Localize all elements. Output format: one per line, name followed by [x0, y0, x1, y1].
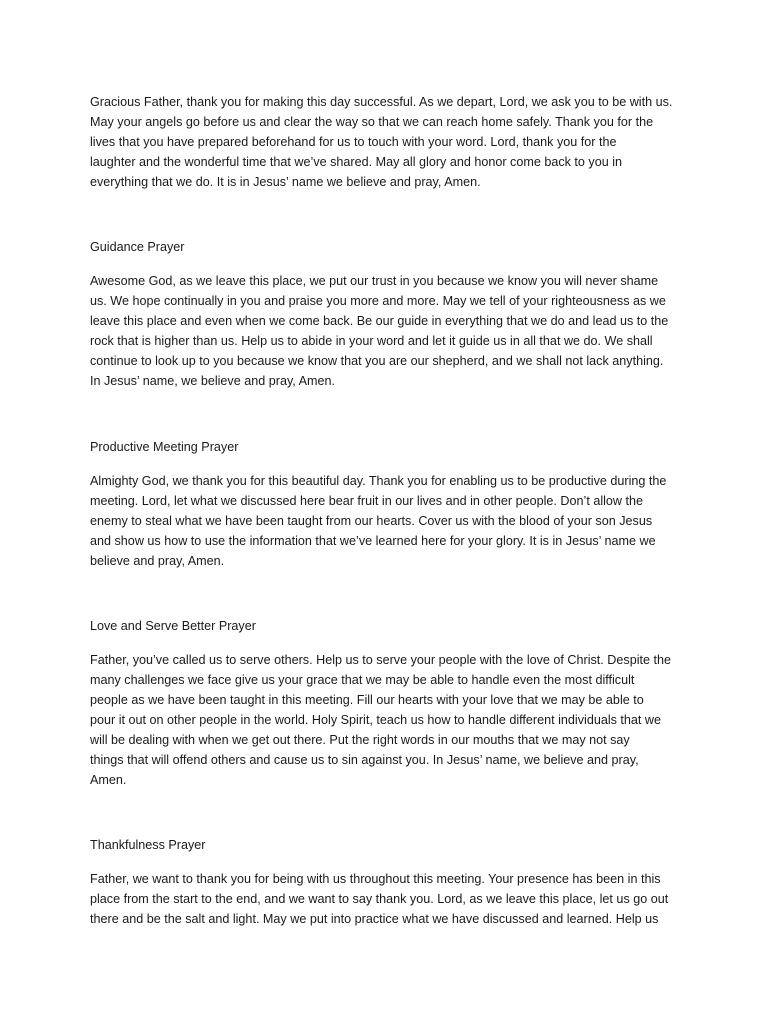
section-heading-guidance: Guidance Prayer [90, 240, 185, 254]
section-heading-productive-meeting: Productive Meeting Prayer [90, 440, 239, 454]
section-heading-thankfulness: Thankfulness Prayer [90, 838, 206, 852]
section-body-thankfulness: Father, we want to thank you for being with us throughout this meeting. Your presence has been in this place from the start to the end, and we want to say thank you. Lord, as we leave this place, let us go out there and be the salt and light. May we put into practice what we have discussed and learned. Help us [90, 872, 669, 926]
section-heading-love-and-serve: Love and Serve Better Prayer [90, 619, 256, 633]
section-body-guidance: Awesome God, as we leave this place, we put our trust in you because we know you will never shame us. We hope continually in you and praise you more and more. May we tell of your righteousness as we leave this place and even when we come back. Be our guide in everything that we do and lead us to the rock that is higher than us. Help us to abide in your word and let it guide us in all that we do. We shall continue to look up to you because we know that you are our shepherd, and we shall not lack anything. In Jesus’ name, we believe and pray, Amen. [90, 274, 669, 388]
intro-paragraph: Gracious Father, thank you for making this day successful. As we depart, Lord, we ask you to be with us. May your angels go before us and clear the way so that we can reach home safely. Thank you for the lives that you have prepared beforehand for us to touch with your word. Lord, thank you for the laughter and the wonderful time that we’ve shared. May all glory and honor come back to you in everything that we do. It is in Jesus’ name we believe and pray, Amen. [90, 95, 673, 189]
section-body-productive-meeting: Almighty God, we thank you for this beautiful day. Thank you for enabling us to be productive during the meeting. Lord, let what we discussed here bear fruit in our lives and in other people. Don’t allow the enemy to steal what we have been taught from our hearts. Cover us with the blood of your son Jesus and show us how to use the information that we’ve learned here for your glory. It is in Jesus’ name we believe and pray, Amen. [90, 474, 667, 568]
section-body-love-and-serve: Father, you’ve called us to serve others. Help us to serve your people with the love of Christ. Despite the many challenges we face give us your grace that we may be able to handle even the most difficult people as we have been taught in this meeting. Fill our hearts with your love that we may be able to pour it out on other people in the world. Holy Spirit, teach us how to handle different individuals that we will be dealing with when we get out there. Put the right words in our mouths that we may not say things that will offend others and cause us to sin against you. In Jesus’ name, we believe and pray, Amen. [90, 653, 672, 787]
document-content [90, 92, 690, 929]
